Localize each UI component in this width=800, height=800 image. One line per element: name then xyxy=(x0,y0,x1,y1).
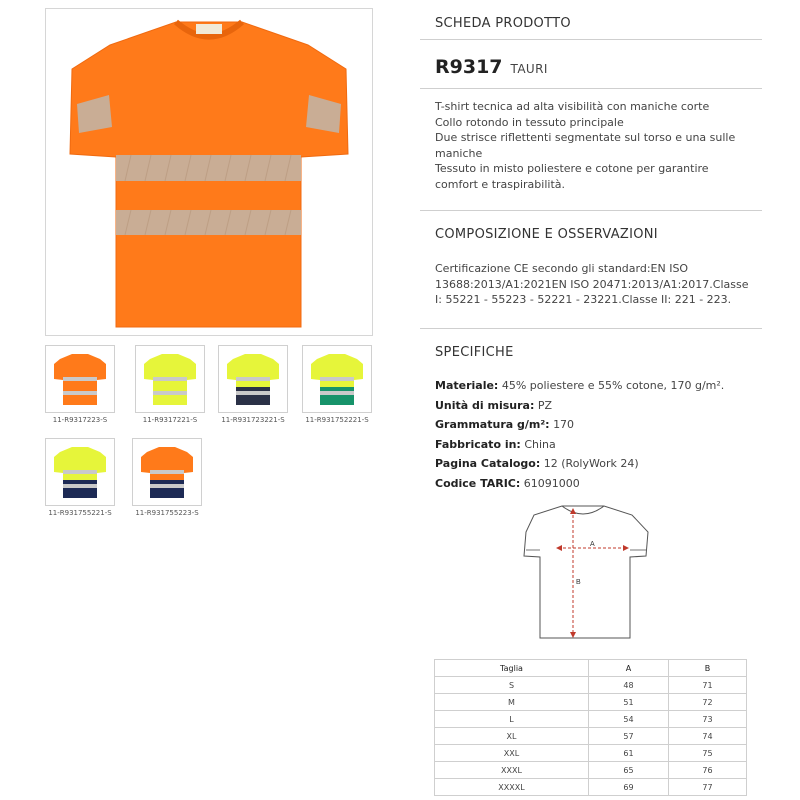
size-cell: M xyxy=(435,694,589,711)
spec-value: 170 xyxy=(553,418,575,431)
size-cell: S xyxy=(435,677,589,694)
variant-sku: 11-R931752221-S xyxy=(305,416,369,424)
table-row xyxy=(435,779,747,796)
spec-label: Pagina Catalogo: xyxy=(435,457,541,470)
size-table xyxy=(434,659,747,796)
tshirt-illustration xyxy=(46,9,372,335)
table-row xyxy=(435,745,747,762)
table-row xyxy=(435,762,747,779)
size-diagram xyxy=(520,500,660,645)
divider xyxy=(420,39,762,40)
measure-b-label: B xyxy=(576,579,581,586)
b-cell: 74 xyxy=(669,728,747,745)
b-cell: 75 xyxy=(669,745,747,762)
a-cell: 65 xyxy=(589,762,669,779)
thumb-shirt-icon xyxy=(143,351,197,407)
certification-text: Certificazione CE secondo gli standard:EN ISO 13688:2013/A1:2021EN ISO 20471:2013/A1:2017.Classe I: 55221 - 55223 - 52221 - 23221.Classe II: 221 - 223. xyxy=(435,262,749,306)
main-product-image[interactable] xyxy=(45,8,373,336)
variant-sku: 11-R931755221-S xyxy=(48,509,112,517)
thumb-shirt-icon xyxy=(53,351,107,407)
spec-label: Fabbricato in: xyxy=(435,437,521,451)
shirt-outline xyxy=(524,506,648,638)
thumb-shirt-icon xyxy=(226,351,280,407)
spec-row xyxy=(435,396,724,416)
product-name: TAURI xyxy=(510,62,548,76)
section-title-product: SCHEDA PRODOTTO xyxy=(435,16,571,31)
table-row xyxy=(435,728,747,745)
thumb-shirt-icon xyxy=(140,444,194,500)
size-cell: L xyxy=(435,711,589,728)
neck-label xyxy=(196,24,222,34)
variant-thumbnail[interactable] xyxy=(45,345,115,424)
variant-thumbnail[interactable] xyxy=(218,345,288,424)
variant-thumbnail[interactable] xyxy=(45,438,115,517)
b-cell: 72 xyxy=(669,694,747,711)
spec-row xyxy=(435,435,724,455)
spec-value: 61091000 xyxy=(523,476,580,490)
spec-row xyxy=(435,376,724,396)
b-cell: 77 xyxy=(669,779,747,796)
description-line: T-shirt tecnica ad alta visibilità con maniche corte xyxy=(435,100,710,113)
table-row xyxy=(435,694,747,711)
variant-sku: 11-R931723221-S xyxy=(221,416,285,424)
divider xyxy=(420,210,762,211)
spec-label: Unità di misura: xyxy=(435,398,535,412)
section-title-composition: COMPOSIZIONE E OSSERVAZIONI xyxy=(435,227,658,242)
thumb-shirt-icon xyxy=(310,351,364,407)
description-line: comfort e traspirabilità. xyxy=(435,177,566,191)
variant-thumbnail[interactable] xyxy=(135,345,205,424)
a-cell: 69 xyxy=(589,779,669,796)
a-cell: 54 xyxy=(589,711,669,728)
spec-list xyxy=(435,376,724,493)
column-header: B xyxy=(669,660,747,677)
table-header-row xyxy=(435,660,747,677)
table-row xyxy=(435,677,747,694)
product-code-row xyxy=(435,56,548,78)
variant-sku: 11-R9317223-S xyxy=(52,416,108,424)
description-line: Tessuto in misto poliestere e cotone per garantire xyxy=(435,162,709,175)
spec-label: Codice TARIC: xyxy=(435,476,521,490)
column-header: A xyxy=(589,660,669,677)
b-cell: 73 xyxy=(669,711,747,728)
a-cell: 61 xyxy=(589,745,669,762)
spec-row xyxy=(435,454,724,474)
a-cell: 51 xyxy=(589,694,669,711)
description-line: Collo rotondo in tessuto principale xyxy=(435,115,624,129)
variant-sku: 11-R9317221-S xyxy=(142,416,198,424)
spec-row xyxy=(435,474,724,494)
spec-value: China xyxy=(524,437,556,451)
a-cell: 57 xyxy=(589,728,669,745)
a-cell: 48 xyxy=(589,677,669,694)
product-code: R9317 xyxy=(435,56,503,78)
variant-thumbnail[interactable] xyxy=(302,345,372,424)
divider xyxy=(420,328,762,329)
spec-label: Grammatura g/m²: xyxy=(435,418,550,431)
description-line: maniche xyxy=(435,146,483,160)
description-line: Due strisce riflettenti segmentate sul torso e una sulle xyxy=(435,131,736,144)
thumb-shirt-icon xyxy=(53,444,107,500)
divider xyxy=(420,88,762,89)
spec-label: Materiale: xyxy=(435,379,499,392)
size-cell: XL xyxy=(435,728,589,745)
table-row xyxy=(435,711,747,728)
product-description xyxy=(435,99,735,192)
spec-value: 45% poliestere e 55% cotone, 170 g/m². xyxy=(501,379,725,392)
measure-a-label: A xyxy=(590,541,595,548)
spec-row xyxy=(435,415,724,435)
variant-sku: 11-R931755223-S xyxy=(135,509,199,517)
size-cell: XXXL xyxy=(435,762,589,779)
column-header: Taglia xyxy=(435,660,589,677)
size-cell: XXXXL xyxy=(435,779,589,796)
section-title-specs: SPECIFICHE xyxy=(435,345,514,360)
variant-thumbnail[interactable] xyxy=(132,438,202,517)
spec-value: 12 (RolyWork 24) xyxy=(543,457,639,470)
b-cell: 76 xyxy=(669,762,747,779)
size-cell: XXL xyxy=(435,745,589,762)
b-cell: 71 xyxy=(669,677,747,694)
spec-value: PZ xyxy=(537,398,553,412)
